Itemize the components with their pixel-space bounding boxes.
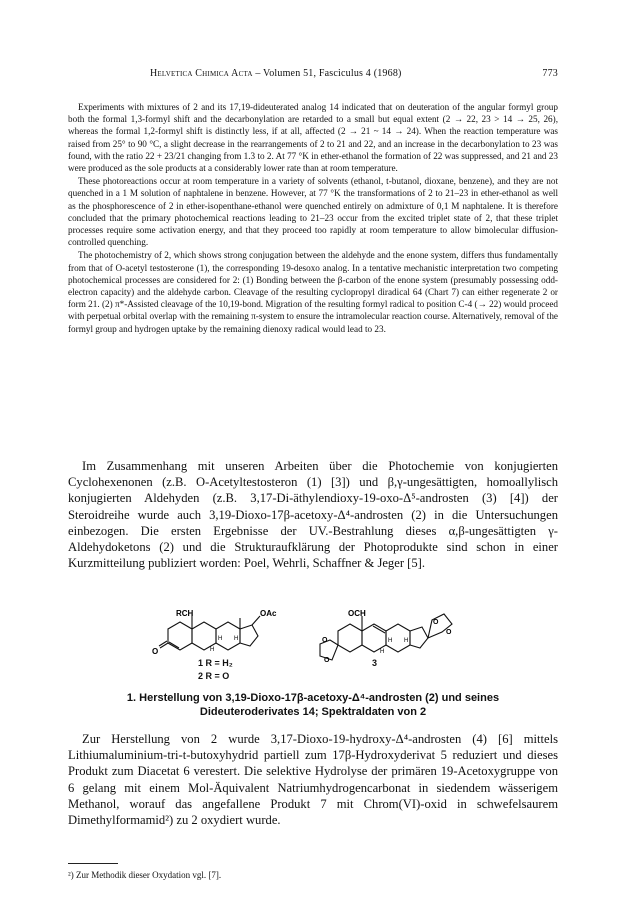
summary-paragraph: These photoreactions occur at room temperature in a variety of solvents (ethanol, t-butanol, dioxane, benzene), and they are not quenched in a 1 M solution of naphtalene in benzene. However, at 77 °K the transformations of 2 to 21–23 in ether-ethanol as well as the phosphorescence of 2 in ether-isopenthane-ethanol were quenched entirely on admixture of 0,1 M naphtalene. It is therefore concluded that the primary photochemical reactions leading to 21–23 occur from the excited triplet state of 2, that these triplet processes require some activation energy, and that they proceed too rapidly at room temperature to allow bimolecular diffusion-controlled quenching. [68, 176, 558, 248]
journal-header [150, 68, 402, 79]
footnote: ²) Zur Methodik dieser Oxydation vgl. [7]. [68, 870, 222, 880]
compound-caption-2: 2 R = O [198, 671, 230, 681]
footnote-rule [68, 863, 118, 864]
dioxolane-o-label: O [433, 619, 439, 626]
journal-name: Helvetica Chimica Acta [150, 68, 253, 79]
section-heading [68, 691, 558, 719]
steroid-structures [68, 582, 558, 690]
dioxolane-o-label: O [322, 637, 328, 644]
running-header [68, 68, 558, 82]
h-label: H [388, 638, 393, 644]
compound-caption-3: 3 [372, 658, 378, 668]
volume-info: – Volumen 51, Fasciculus 4 (1968) [252, 68, 402, 79]
dioxolane-o-label: O [324, 657, 330, 664]
och-label: OCH [348, 609, 366, 618]
oac-label: OAc [260, 609, 277, 618]
ketone-o-label: O [152, 647, 159, 656]
section-text [68, 731, 558, 828]
summary-paragraph: Experiments with mixtures of 2 and its 17,19-dideuterated analog 14 indicated that on deuteration of the angular formyl group both the formal 1,3-formyl shift and the decarbonylation are retarded to a small but equal extent (2 → 22, 23 > 14 → 25, 26), whereas the formal 1,2-formyl shift is distinctly less, if at all, affected (2 → 21 ~ 14 → 24). When the reaction temperature was raised from 25° to 90 °C, a slight decrease in the rearrangements of 2 to 21 and 22, and an increase in the decarbonylation to 23 was found, with the ratio 22 + 23/21 changing from 1.3 to 2. At 77 °K in ether-ethanol the formation of 22 was suppressed, and 21 and 23 were produced as the sole products at a considerably lower rate than at room temperature. [68, 102, 558, 174]
rch-label: RCH [176, 609, 194, 618]
body-paragraph: Zur Herstellung von 2 wurde 3,17-Dioxo-19-hydroxy-Δ⁴-androsten (4) [6] mittels Lithiumaluminium-tri-t-butoxyhydrid partiell zum 17β-Hydroxyderivat 5 reduziert und dieses Produkt zum Diacetat 6 verestert. Die selektive Hydrolyse der primären 19-Acetoxygruppe von 6 gelang mit einem Mol-Äquivalent Natriumhydrogencarbonat in siedendem wässerigem Methanol, worauf das angefallene Produkt 7 mit Chrom(VI)-oxid in schwefelsaurem Dimethylformamid²) zu 2 oxydiert wurde. [68, 732, 558, 828]
h-label: H [380, 649, 385, 655]
structure-figure [68, 582, 558, 690]
h-label: H [218, 636, 223, 642]
page-number: 773 [542, 68, 558, 79]
structure-1-2 [159, 614, 260, 650]
h-label: H [234, 636, 239, 642]
h-label: H [404, 638, 409, 644]
summary-paragraph: The photochemistry of 2, which shows strong conjugation between the aldehyde and the enone system, differs thus fundamentally from that of O-acetyl testosterone (1), the corresponding 19-desoxo analog. In a tentative mechanistic interpretation two competing photochemical processes are considered for 2: (1) Bonding between the β-carbon of the enone system (presumably possessing odd-electron capacity) and the aldehyde carbon. Cleavage of the resulting cyclopropyl diradical 64 (Chart 7) can either regenerate 2 or form 21. (2) π*-Assisted cleavage of the 10,19-bond. Migration of the resulting formyl radical to position C-4 (→ 22) would proceed with perpetual orbital overlap with the remaining π-system to ensure the intramolecular reaction course. Alternatively, removal of the formyl group and hydrogen uptake by the remaining dienoxy radical would lead to 23. [68, 250, 558, 334]
intro-text [68, 458, 558, 571]
compound-caption-1: 1 R = H₂ [198, 658, 233, 668]
dioxolane-o-label: O [446, 629, 452, 636]
section-heading-line: 1. Herstellung von 3,19-Dioxo-17β-acetoxy-Δ⁴-androsten (2) und seines [126, 692, 500, 704]
english-summary [68, 101, 558, 335]
body-paragraph: Im Zusammenhang mit unseren Arbeiten über die Photochemie von konjugierten Cyclohexenonen (z.B. O-Acetyltestosteron (1) [3]) und β,γ-ungesättigten, homoallylisch konjugierten Aldehyden (z.B. 3,17-Di-äthylendioxy-19-oxo-Δ⁵-androsten (3) [4]) der Steroidreihe wurde auch 3,19-Dioxo-17β-acetoxy-Δ⁴-androsten (2) in die Untersuchungen einbezogen. Die ersten Ergebnisse der UV.-Bestrahlung dieses α,β-ungesättigten γ-Aldehydoketons (2) und die Strukturaufklärung der Photoprodukte sind schon in einer Kurzmitteilung publiziert worden: Poel, Wehrli, Schaffner & Jeger [5]. [68, 459, 558, 571]
section-heading-line: Dideuteroderivates 14; Spektraldaten von 2 [199, 706, 427, 718]
h-label: H [210, 647, 215, 653]
